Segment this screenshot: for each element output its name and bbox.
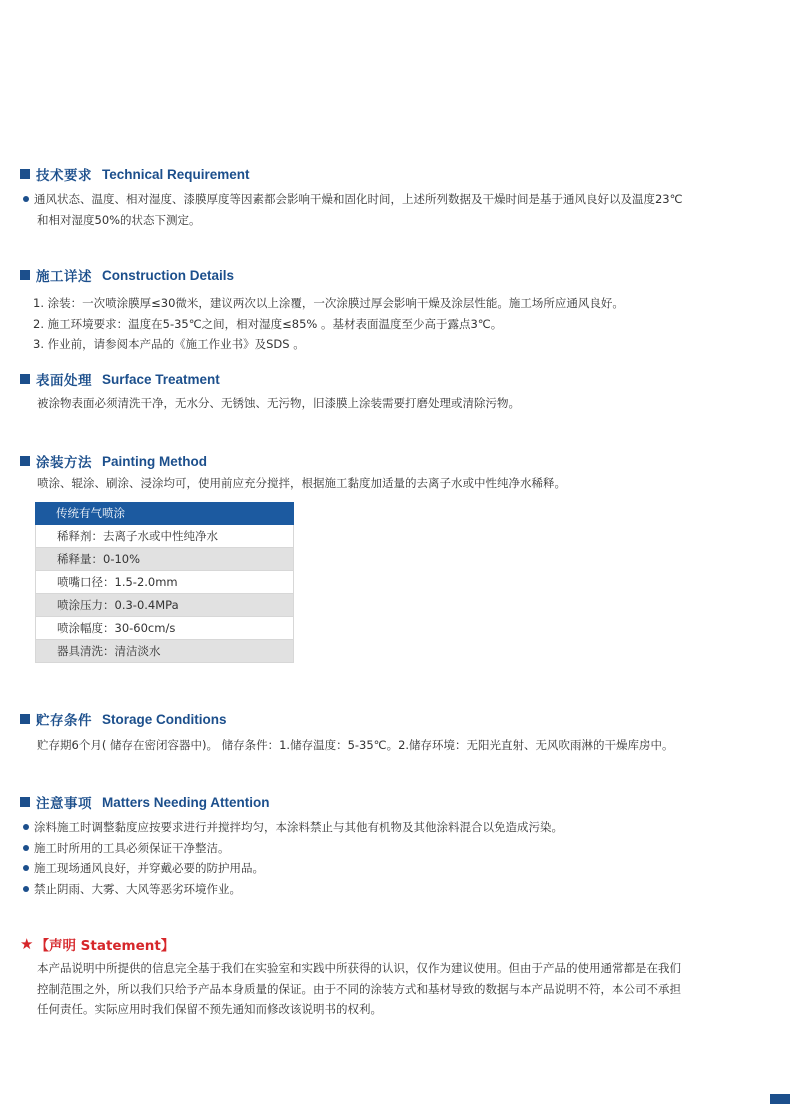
storage-text: 贮存期6个月( 储存在密闭容器中)。 储存条件：1.储存温度：5-35℃。2.储存环境：无阳光直射、无风吹雨淋的干燥库房中。 [37,738,674,752]
square-bullet-icon [20,169,30,179]
spray-parameters-table [35,502,294,663]
statement-section [20,934,770,1020]
statement-title: 【声明 Statement】 [35,938,175,954]
dot-bullet-icon [23,865,29,871]
heading-cn: 涂装方法 [36,455,92,471]
heading-cn: 注意事项 [36,796,92,812]
square-bullet-icon [20,270,30,280]
table-row: 喷涂压力：0.3-0.4MPa [35,594,294,617]
statement-line3: 任何责任。实际应用时我们保留不预先通知而修改该说明书的权利。 [37,1002,382,1016]
table-row: 喷嘴口径：1.5-2.0mm [35,571,294,594]
heading-en: Surface Treatment [102,371,220,387]
page-corner-tab [770,1094,790,1104]
attention-heading [20,792,770,812]
heading-en: Technical Requirement [102,166,250,182]
surface-text: 被涂物表面必须清洗干净，无水分、无锈蚀、无污物，旧漆膜上涂装需要打磨处理或清除污物。 [37,396,520,410]
painting-method-section [20,451,770,494]
technical-requirement-section [20,164,770,230]
technical-text-line1: 通风状态、温度、相对湿度、漆膜厚度等因素都会影响干燥和固化时间，上述所列数据及干燥时间是基于通风良好以及温度23℃ [34,192,683,206]
technical-requirement-heading [20,164,770,184]
attention-section [20,792,770,899]
dot-bullet-icon [23,886,29,892]
table-row: 器具清洗：清洁淡水 [35,640,294,663]
square-bullet-icon [20,714,30,724]
list-item: 涂料施工时调整黏度应按要求进行并搅拌均匀，本涂料禁止与其他有机物及其他涂料混合以免造成污染。 [20,817,770,838]
heading-cn: 施工详述 [36,269,92,285]
dot-bullet-icon [23,845,29,851]
technical-text-line2: 和相对湿度50%的状态下测定。 [37,212,201,227]
square-bullet-icon [20,797,30,807]
square-bullet-icon [20,374,30,384]
list-item: 施工时所用的工具必须保证干净整洁。 [20,838,770,859]
surface-treatment-heading [20,369,770,389]
statement-line1: 本产品说明中所提供的信息完全基于我们在实验室和实践中所获得的认识，仅作为建议使用。但由于产品的使用通常都是在我们 [37,961,681,975]
surface-treatment-section [20,369,770,414]
square-bullet-icon [20,456,30,466]
heading-en: Matters Needing Attention [102,794,270,810]
table-row: 喷涂幅度：30-60cm/s [35,617,294,640]
construction-details-section [20,265,770,355]
statement-heading [20,934,770,954]
heading-en: Construction Details [102,267,235,283]
list-item: 3. 作业前，请参阅本产品的《施工作业书》及SDS 。 [33,337,305,351]
storage-conditions-heading [20,709,770,729]
construction-details-heading [20,265,770,285]
list-item: 禁止阴雨、大雾、大风等恶劣环境作业。 [20,879,770,900]
painting-method-heading [20,451,770,471]
heading-cn: 贮存条件 [36,713,92,729]
storage-conditions-section [20,709,770,756]
heading-en: Painting Method [102,453,207,469]
statement-line2: 控制范围之外，所以我们只给予产品本身质量的保证。由于不同的涂装方式和基材导致的数据与本产品说明不符，本公司不承担 [37,981,681,996]
heading-en: Storage Conditions [102,711,227,727]
heading-cn: 表面处理 [36,373,92,389]
table-header: 传统有气喷涂 [35,502,294,525]
table-row: 稀释剂：去离子水或中性纯净水 [35,525,294,548]
table-row: 稀释量：0-10% [35,548,294,571]
list-item [20,189,770,210]
dot-bullet-icon [23,196,29,202]
painting-text: 喷涂、辊涂、刷涂、浸涂均可，使用前应充分搅拌，根据施工黏度加适量的去离子水或中性纯净水稀释。 [37,476,566,490]
heading-cn: 技术要求 [36,168,92,184]
dot-bullet-icon [23,824,29,830]
list-item: 2. 施工环境要求：温度在5-35℃之间，相对湿度≤85% 。基材表面温度至少高于露点3℃。 [33,316,503,331]
star-icon: ★ [20,935,34,953]
list-item: 1. 涂装：一次喷涂膜厚≤30微米，建议两次以上涂覆，一次涂膜过厚会影响干燥及涂层性能。施工场所应通风良好。 [33,296,624,310]
list-item: 施工现场通风良好，并穿戴必要的防护用品。 [20,858,770,879]
